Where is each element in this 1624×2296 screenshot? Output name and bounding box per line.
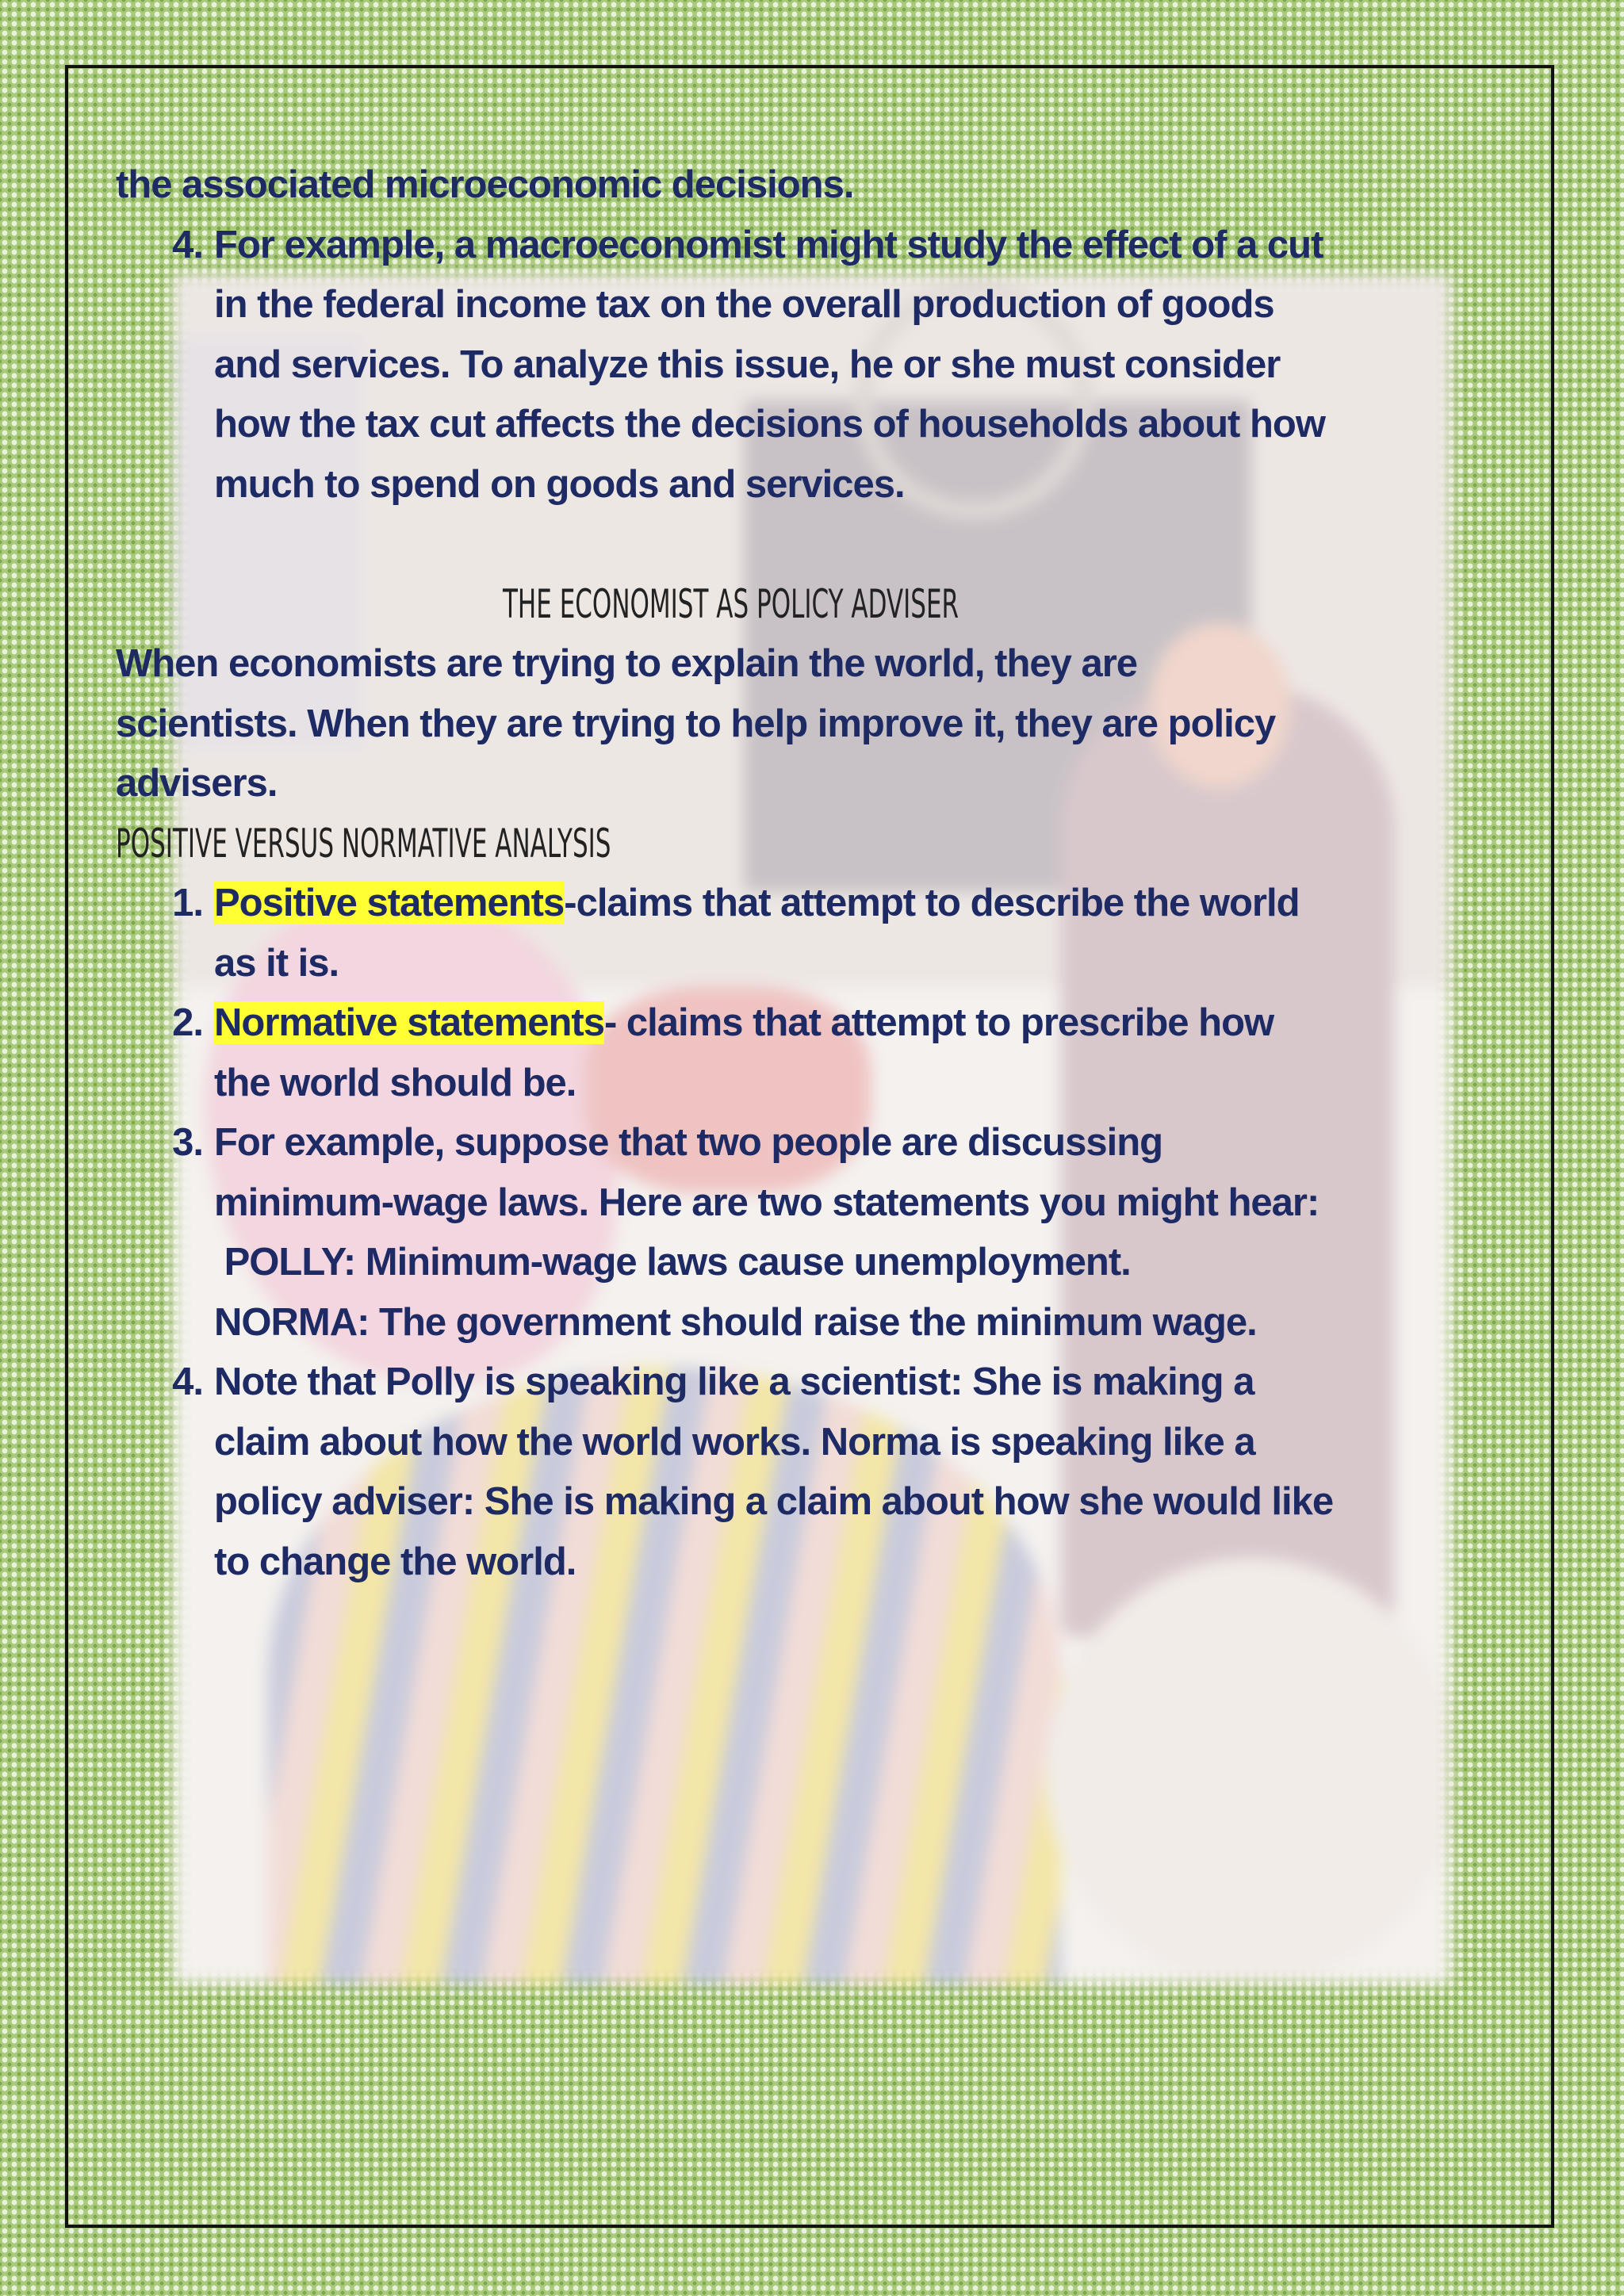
list-number: 3. [172, 1121, 203, 1164]
list-item-4-macro [116, 216, 1511, 515]
list-item-text: how the tax cut affects the decisions of households about how [214, 403, 1325, 446]
spacer [116, 515, 1511, 575]
list-item-text: the world should be. [214, 1061, 576, 1104]
list-item-text: For example, a macroeconomist might study the effect of a cut [214, 223, 1323, 266]
intro-paragraph [116, 634, 1511, 814]
list-item-text: policy adviser: She is making a claim about how she would like [214, 1480, 1334, 1523]
list-item-text: to change the world. [214, 1540, 576, 1583]
list-item-text: claim about how the world works. Norma is speaking like a [214, 1420, 1255, 1464]
paragraph-line: When economists are trying to explain the world, they are [116, 642, 1138, 685]
dialogue-line-norma: NORMA: The government should raise the minimum wage. [214, 1300, 1257, 1344]
list-item-text: as it is. [214, 941, 339, 985]
subheading: POSITIVE VERSUS NORMATIVE ANALYSIS [116, 820, 611, 867]
illustration-light-area [1045, 1558, 1451, 1984]
list-item-text: in the federal income tax on the overall production of goods [214, 283, 1274, 326]
list-number: 4. [172, 1360, 203, 1403]
list-item-2-normative [116, 993, 1511, 1113]
list-item-1-positive [116, 874, 1511, 993]
list-item-text: For example, suppose that two people are discussing [214, 1121, 1163, 1164]
dialogue-line-polly: POLLY: Minimum-wage laws cause unemployment. [214, 1241, 1131, 1284]
list-item-text: and services. To analyze this issue, he or she must consider [214, 342, 1281, 386]
list-item-text: -claims that attempt to describe the world [564, 882, 1300, 924]
highlighted-term: Positive statements [214, 882, 565, 924]
highlighted-term: Normative statements [214, 1001, 604, 1044]
list-number: 4. [172, 223, 203, 266]
section-heading: THE ECONOMIST AS POLICY ADVISER [503, 580, 959, 627]
document-body [116, 155, 1511, 1592]
list-number: 1. [172, 882, 203, 924]
continuation-line: the associated microeconomic decisions. [116, 163, 854, 206]
list-item-text: much to spend on goods and services. [214, 462, 905, 506]
paragraph-line: advisers. [116, 762, 278, 805]
list-item-text: - claims that attempt to prescribe how [603, 1001, 1274, 1044]
list-item-text: minimum-wage laws. Here are two statements you might hear: [214, 1181, 1320, 1224]
list-item-3-example [116, 1113, 1511, 1353]
list-item-text: Note that Polly is speaking like a scientist: She is making a [214, 1360, 1254, 1403]
list-item-4-note [116, 1353, 1511, 1592]
paragraph-line: scientists. When they are trying to help improve it, they are policy [116, 702, 1276, 745]
list-number: 2. [172, 1001, 203, 1044]
